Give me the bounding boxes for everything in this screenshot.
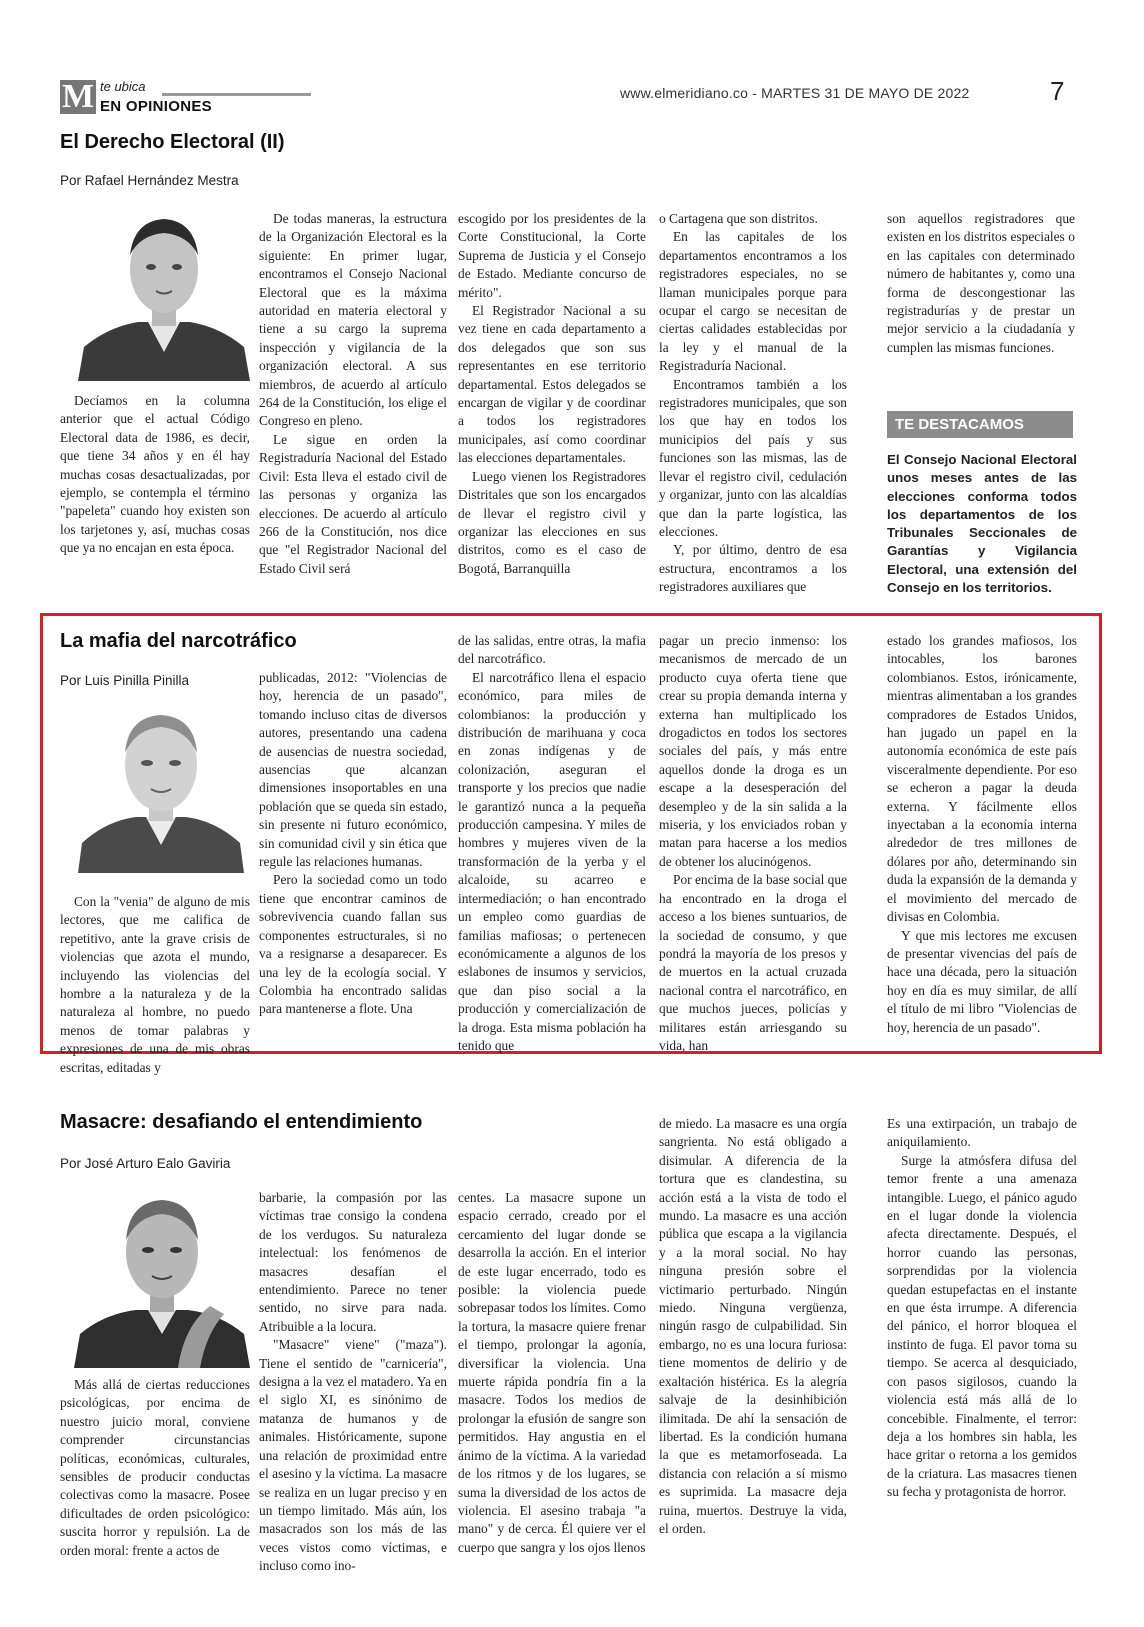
paragraph: Le sigue en orden la Registraduría Nacional del Estado Civil: Esta lleva el estado civil de las personas y organiza las elecciones. De acuerdo al artículo 266 de la Constitución, nos dice que "el Registrador Nacional del Estado Civil será: [259, 431, 447, 576]
article-2-column-5: [887, 632, 1077, 1047]
author-photo-2: [78, 705, 244, 873]
author-photo-3: [74, 1188, 250, 1368]
paragraph: De todas maneras, la estructura de la Organización Electoral es la siguiente: En primer lugar, encontramos el Consejo Nacional Electoral que es la máxima autoridad en materia electoral y tiene a su cargo la suprema inspección y vigilancia de la organización electoral. A sus miembros, de acuerdo al artículo 264 de la Constitución, los elige el Congreso en pleno.: [259, 211, 447, 429]
newspaper-logo: M: [61, 78, 95, 115]
paragraph: escogido por los presidentes de la Corte Constitucional, la Corte Suprema de Justicia y el Consejo de Estado. Mediante concurso de mérito".: [458, 211, 646, 300]
paragraph: Pero la sociedad como un todo tiene que encontrar caminos de sobrevivencia cuando fallan sus componentes estructurales, si no va a resignarse a desaparecer. Es una ley de la ecología social. Y Colombia ha encontrado salidas para mantenerse a flote. Una: [259, 872, 447, 1017]
article-3-column-4: [659, 1115, 847, 1579]
paragraph: de miedo. La masacre es una orgía sangrienta. No está obligado a disimular. A diferencia de la tortura que es clandestina, su acción está a la vista de todo el mundo. La masacre es una acción pública que escapa a la vigilancia y a la moral social. No hay ninguna presión sobre el victimario perturbado. Ningún miedo. Ninguna vergüenza, ningún rasgo de culpabilidad. Sin embargo, no es una locura furiosa: tiene momentos de delirio y de exaltación histérica. Es la alegría salvaje de la desinhibición ilimitada. De ahí la sensación de libertad. Es la condición humana la que es metamorfoseada. La distancia con relación a sí mismo es suprimida. La masacre deja ruina, muertos. Destruye la vida, el orden.: [659, 1116, 847, 1536]
article-2-column-4: [659, 632, 848, 1053]
article-1-column-3: [458, 210, 646, 594]
article-3-byline: Por José Arturo Ealo Gaviria: [60, 1156, 231, 1171]
date-line: www.elmeridiano.co - MARTES 31 DE MAYO DE 2022: [620, 85, 970, 101]
paragraph: son aquellos registradores que existen en los distritos especiales o en las capitales con determinado número de habitantes y, como una forma de descongestionar las registradurías y de prestar un mejor servicio a la ciudadanía y cumplen las mismas funciones.: [887, 211, 1075, 355]
article-2-byline: Por Luis Pinilla Pinilla: [60, 673, 190, 688]
paragraph: pagar un precio inmenso: los mecanismos de mercado de un producto cuya oferta tiene que crear su propia demanda interna y externa han multiplicado los drogadictos en todos los sectores sociales del país, y más entre aquellos donde la droga es un escape a la desesperación del desempleo y de la sin salida a la miseria, y los enviciados roban y matan para hacerse a los medios de obtener los alucinógenos.: [659, 633, 847, 869]
paragraph: Con la "venia" de alguno de mis lectores, que me califica de repetitivo, ante la grave crisis de violencias que azota el mundo, incluyendo las violencias del hombre a la naturaleza y de la naturaleza al hombre, no puedo menos de tomar palabras y expresiones de una de mis obras escritas, editadas y: [60, 894, 250, 1075]
paragraph: publicadas, 2012: "Violencias de hoy, herencia de un pasado", tomando incluso citas de diversos autores, presentando una cadena de ausencias de nuestra sociedad, ausencias que alcanzan dimensiones insoportables en una población que se queda sin estado, sin presente ni futuro económico, sin comunidad civil y sin ética que regule las relaciones humanas.: [259, 670, 447, 870]
paragraph: centes. La masacre supone un espacio cerrado, creado por el cercamiento del lugar donde se desarrolla la acción. En el interior de este lugar encerrado, todo es posible: la violencia puede sobrepasar todos los límites. Como la tortura, la masacre quiere frenar el tiempo, prolongar la agonía, diversificar la violencia. Una muerte rápida pondría fin a la masacre. Todos los medios de prolongar la efusión de sangre son permitidos. Hay angustia en el ánimo de la víctima. A la variedad de los ritmos y de los lugares, se suma la diversidad de los actos de violencia. El asesino trabaja "a mano" y de cerca. Él quiere ver el cuerpo que sangra y los ojos llenos: [458, 1190, 646, 1555]
sidebar-text: El Consejo Nacional Electoral unos meses antes de las elecciones conforma todos los departamentos de los Tribunales Seccionales de Garantías y Vigilancia Electoral, una extensión del Consejo en los territorios.: [887, 452, 1077, 596]
section-kicker: te ubica: [100, 79, 146, 94]
paragraph: Surge la atmósfera difusa del temor frente a una amenaza intangible. Luego, el pánico agudo en el lugar donde la violencia afecta directamente. Después, el horror cuando las personas, sorprendidas por la violencia quedan estupefactas en el instante en que ésta irrumpe. A diferencia del pánico, el horror bloquea el instinto de fuga. El pavor toma su tiempo. Se acerca al desquiciado, con pasos sigilosos, cuando la violencia está más allá de lo concebible. Finalmente, el terror: deja a los hombres sin habla, les hace gritar o retorna a los gemidos de la criatura. Las masacres tienen su fecha y protagonista de horror.: [887, 1152, 1077, 1500]
paragraph: Más allá de ciertas reducciones psicológicas, por encima de nuestro juicio moral, conviene comprender circunstancias políticas, económicas, culturales, sensibles de producir conductas colectivas como la masacre. Posee dificultades de orden psicológico: suscita horror y repulsión. La de orden moral: frente a actos de: [60, 1377, 250, 1558]
article-3-column-3: [458, 1189, 646, 1579]
article-1-column-1: [60, 392, 250, 592]
sidebar-title: TE DESTACAMOS: [887, 411, 1073, 438]
article-2-column-1: [60, 893, 250, 1075]
paragraph: El Registrador Nacional a su vez tiene en cada departamento a dos delegados que son sus representantes en ese territorio departamental. Estos delegados se encargan de vigilar y de coordinar a todos los registradores municipales, así como coordinar las elecciones departamentales.: [458, 303, 646, 466]
paragraph: "Masacre" viene" ("maza"). Tiene el sentido de "carnicería", designa a la vez el matadero. Ya en el siglo XI, es sinónimo de matanza de humanos y de animales. Históricamente, supone una relación de proximidad entre el asesino y la víctima. La masacre se realiza en un lugar preciso y en un tiempo limitado. Más aún, los masacrados son los más de las veces vistos como víctimas, e incluso como ino-: [259, 1337, 447, 1574]
article-3-title: Masacre: desafiando el entendimiento: [60, 1111, 423, 1133]
article-1-column-5: [887, 210, 1075, 400]
article-1-column-2: [259, 210, 447, 594]
paragraph: Encontramos también a los registradores municipales, que son los que hay en todos los municipios del país y sus funciones son las mismas, las de llevar el registro civil, cedulación y organizar, junto con las alcaldías que dan la parte logística, las elecciones.: [659, 376, 847, 539]
paragraph: En las capitales de los departamentos encontramos a los registradores especiales, no se llaman municipales porque para ocupar el cargo se necesitan de ciertas calidades establecidas por la ley y el manual de la Registraduría Nacional.: [659, 229, 847, 374]
paragraph: o Cartagena que son distritos.: [659, 211, 818, 226]
paragraph: de las salidas, entre otras, la mafia del narcotráfico.: [458, 633, 646, 667]
article-3-column-1: [60, 1376, 250, 1576]
paragraph: Luego vienen los Registradores Distritales que son los encargados de llevar el registro civil y organizar las elecciones en sus distritos, como es el caso de Bogotá, Barranquilla: [458, 468, 646, 576]
article-2-title: La mafia del narcotráfico: [60, 630, 297, 652]
section-name: EN OPINIONES: [100, 98, 212, 115]
paragraph: El narcotráfico llena el espacio económico, para miles de colombianos: la producción y distribución de marihuana y coca en zonas indígenas y de colonización, aseguran el transporte y los precios que nadie le garantizó nunca a la pequeña producción campesina. Y miles de hombres y mujeres viven de la transformación de la yerba y el alcaloide, su acarreo e intermediación; o han encontrado un empleo como guardias de familias mafiosas; o pertenecen económicamente a algunos de los eslabones de insumos y servicios, que dan piso social a la producción y comercialización de la droga. Esta misma población ha tenido que: [458, 669, 646, 1053]
article-1-column-4: [659, 210, 847, 594]
page-number: 7: [1050, 76, 1065, 106]
paragraph: Y, por último, dentro de esa estructura, encontramos a los registradores auxiliares que: [659, 542, 847, 595]
article-3-column-5: [887, 1115, 1077, 1579]
paragraph: Decíamos en la columna anterior que el actual Código Electoral data de 1986, es decir, que tiene 34 años y en él hay muchas cosas desactualizadas, por ejemplo, se contempla el término "papeleta" cuando hoy existen son los tarjetones y, así, muchas cosas que ya no encajan en esta época.: [60, 393, 250, 556]
article-2-column-2: [259, 669, 447, 1047]
paragraph: Y que mis lectores me excusen de presentar vivencias del país de hace una década, pero la situación hoy en día es muy similar, de allí el título de mi libro "Violencias de hoy, herencia de un pasado".: [887, 927, 1077, 1035]
article-2-column-3: [458, 632, 646, 1053]
paragraph: Por encima de la base social que ha encontrado en la droga el acceso a los bienes suntuarios, de la sociedad de consumo, y que pondrá la mayoría de los presos y de muertos en la actual cruzada nacional contra el narcotráfico, en que muchos jueces, policías y militares están arriesgando su vida, han: [659, 872, 848, 1053]
article-1-title: El Derecho Electoral (II): [60, 131, 285, 153]
author-photo-1: [78, 207, 250, 381]
paragraph: barbarie, la compasión por las víctimas trae consigo la condena de los verdugos. Su naturaleza intelectual: los fenómenos de masacres desafían el entendimiento. Parece no tener sentido, no sirve para nada. Atribuible a la locura.: [259, 1190, 447, 1334]
article-1-byline: Por Rafael Hernández Mestra: [60, 173, 239, 188]
paragraph: estado los grandes mafiosos, los intocables, los barones colombianos. Estos, irónicamente, mientras alimentaban a los grandes compradores de Estados Unidos, han jugado un papel en la autonomía económica de este país visceralmente dependiente. Por eso se echeron a pagar la deuda externa. Y fácilmente ellos inyectaban a la economía interna alrededor de tres millones de dólares por año, determinando sin duda la expansión de la demanda y el movimiento del mercado de divisas en Colombia.: [887, 633, 1077, 925]
article-3-column-2: [259, 1189, 447, 1579]
kicker-rule: [162, 93, 311, 96]
paragraph: Es una extirpación, un trabajo de aniquilamiento.: [887, 1116, 1077, 1150]
